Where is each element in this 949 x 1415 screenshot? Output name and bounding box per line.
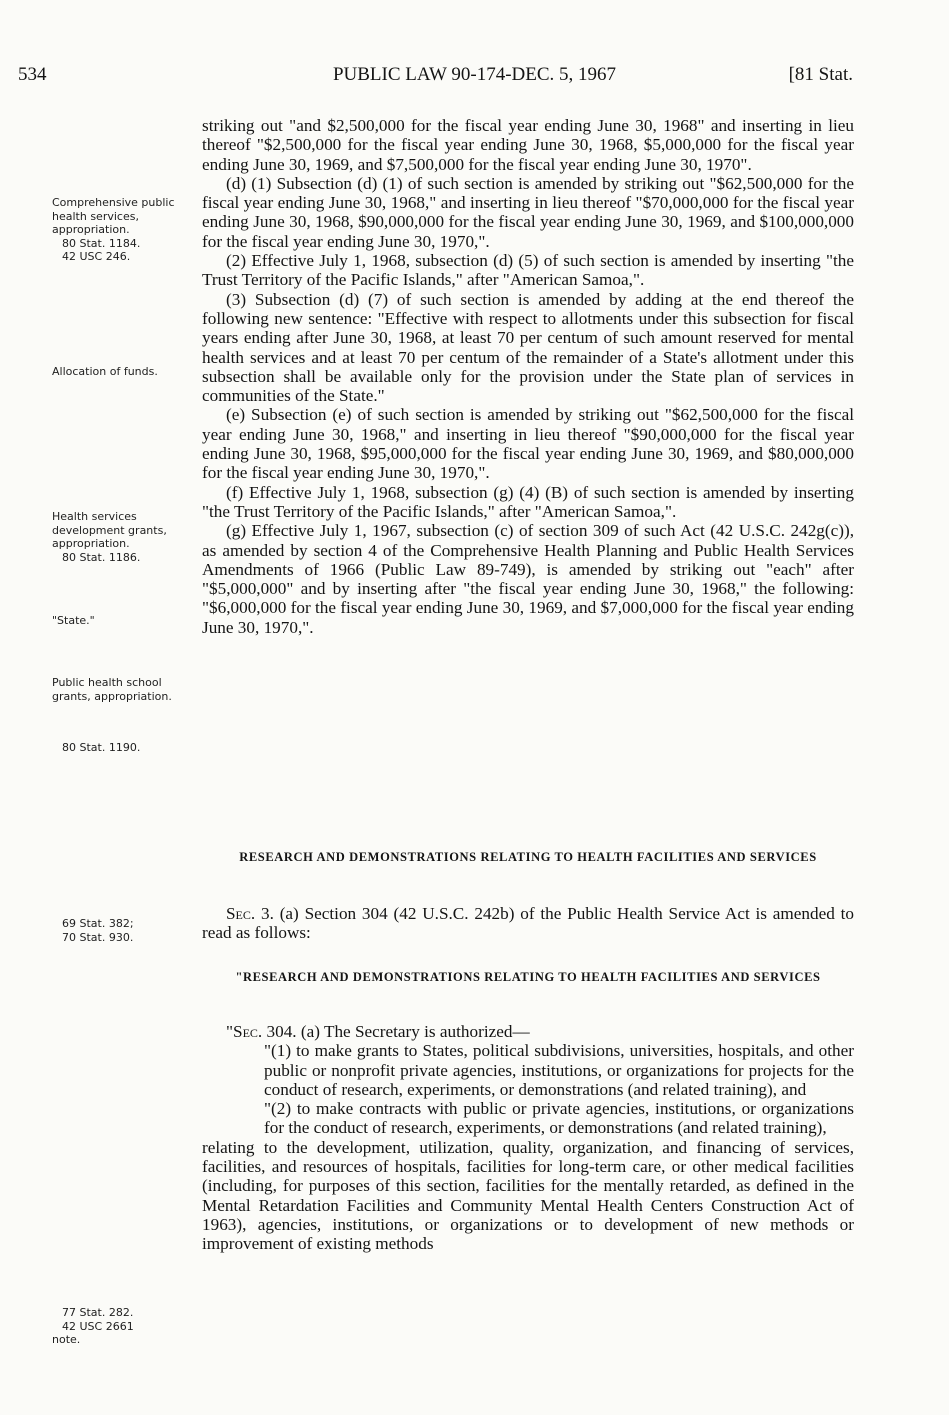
section-304	[202, 1022, 854, 1254]
clause-1: "(1) to make grants to States, political subdivisions, universities, hospitals, and other public or nonprofit private agencies, institutions, or organizations for projects for the conduct of research, experiments, or demonstrations (and related training), and	[264, 1041, 854, 1099]
section-304-intro: (a) The Secretary is authorized—	[300, 1022, 530, 1041]
margin-cite: 80 Stat. 1186.	[62, 550, 141, 564]
paragraph-g: (g) Effective July 1, 1967, subsection (c) of section 309 of such Act (42 U.S.C. 242g(c)), as amended by section 4 of the Comprehensive Health Planning and Public Health Services Amendments of 1966 (Public Law 89-749), is amended by striking out "each" after "$5,000,000" and by inserting after "the fiscal year ending June 30, 1968," the following: "$6,000,000 for the fiscal year ending June 30, 1969, and $7,000,000 for the fiscal year ending June 30, 1970,".	[202, 521, 854, 637]
margin-note-health-services-grants: Health services development grants, appropriation. 80 Stat. 1186.	[52, 510, 184, 564]
margin-cite: 80 Stat. 1184.	[62, 236, 141, 250]
section-304-tail: relating to the development, utilization, quality, organization, and financing of services, facilities, and resources of hospitals, facilities for long-term care, or other medical facilities (including, for purposes of this section, facilities for the mentally retarded, as defined in the Mental Retardation Facilities and Community Mental Health Centers Construction Act of 1963), agencies, institutions, or organizations or to development of new methods or improvement of existing methods	[202, 1137, 854, 1254]
page-header	[0, 64, 949, 88]
paragraph-d1: (d) (1) Subsection (d) (1) of such section is amended by striking out "$62,500,000 for the fiscal year ending June 30, 1968," and inserting in lieu thereof "$70,000,000 for the fiscal year ending June 30, 1968, $90,000,000 for the fiscal year ending June 30, 1969, and $100,000,000 for the fiscal year ending June 30, 1970,".	[202, 173, 854, 251]
section-3	[202, 904, 854, 943]
section-3-text: (a) Section 304 (42 U.S.C. 242b) of the Public Health Service Act is amended to read as follows:	[202, 904, 855, 943]
amendments-block	[202, 116, 854, 637]
paragraph-e: (e) Subsection (e) of such section is amended by striking out "$62,500,000 for the fiscal year ending June 30, 1968," and inserting in lieu thereof "$90,000,000 for the fiscal year ending June 30, 1968, $95,000,000 for the fiscal year ending June 30, 1969, and $80,000,000 for the fiscal year ending June 30, 1970,".	[202, 405, 854, 483]
margin-cite: 42 USC 246.	[62, 250, 131, 263]
page-number: 534	[18, 64, 47, 85]
section-label: Sec. 3.	[226, 904, 274, 923]
running-title: PUBLIC LAW 90-174-DEC. 5, 1967	[332, 64, 617, 85]
margin-note-state: "State."	[52, 614, 95, 627]
statute-volume: [81 Stat.	[788, 64, 853, 85]
paragraph-f: (f) Effective July 1, 1968, subsection (g) (4) (B) of such section is amended by inserting "the Trust Territory of the Pacific Islands," after "American Samoa,".	[202, 482, 854, 521]
margin-note-allocation: Allocation of funds.	[52, 365, 158, 378]
paragraph-d2: (2) Effective July 1, 1968, subsection (d) (5) of such section is amended by inserting "the Trust Territory of the Pacific Islands," after "American Samoa,".	[202, 251, 854, 290]
quoted-section-heading: "RESEARCH AND DEMONSTRATIONS RELATING TO HEALTH FACILITIES AND SERVICES	[235, 970, 821, 984]
clause-2: "(2) to make contracts with public or private agencies, institutions, or organizations for the conduct of research, experiments, or demonstrations (and related training),	[264, 1099, 854, 1138]
section-heading: RESEARCH AND DEMONSTRATIONS RELATING TO HEALTH FACILITIES AND SERVICES	[239, 850, 817, 864]
section-304-label: "Sec. 304.	[226, 1022, 297, 1041]
margin-note-comprehensive-health: Comprehensive public health services, appropriation. 80 Stat. 1184. 42 USC 246.	[52, 196, 184, 264]
paragraph-d3: (3) Subsection (d) (7) of such section is amended by adding at the end thereof the following new sentence: "Effective with respect to allotments under this subsection for fiscal years ending after June 30, 1968, at least 70 per centum of such amount reserved for mental health services and at least 70 per centum of the remainder of a State's allotment under this subsection shall be available only for the provision under the State plan of services in communities of the State."	[202, 289, 854, 406]
margin-note-cite-282: 77 Stat. 282. 42 USC 2661 note.	[52, 1306, 134, 1346]
margin-note-public-health-school: Public health school grants, appropriation.	[52, 676, 172, 703]
paragraph-c-tail: striking out "and $2,500,000 for the fiscal year ending June 30, 1968" and inserting in lieu thereof "$2,500,000 for the fiscal year ending June 30, 1968, $5,000,000 for the fiscal year ending June 30, 1969, and $7,500,000 for the fiscal year ending June 30, 1970".	[202, 116, 854, 174]
margin-note-cite-382: 69 Stat. 382; 70 Stat. 930.	[62, 917, 134, 944]
margin-note-cite-1190: 80 Stat. 1190.	[62, 741, 141, 754]
